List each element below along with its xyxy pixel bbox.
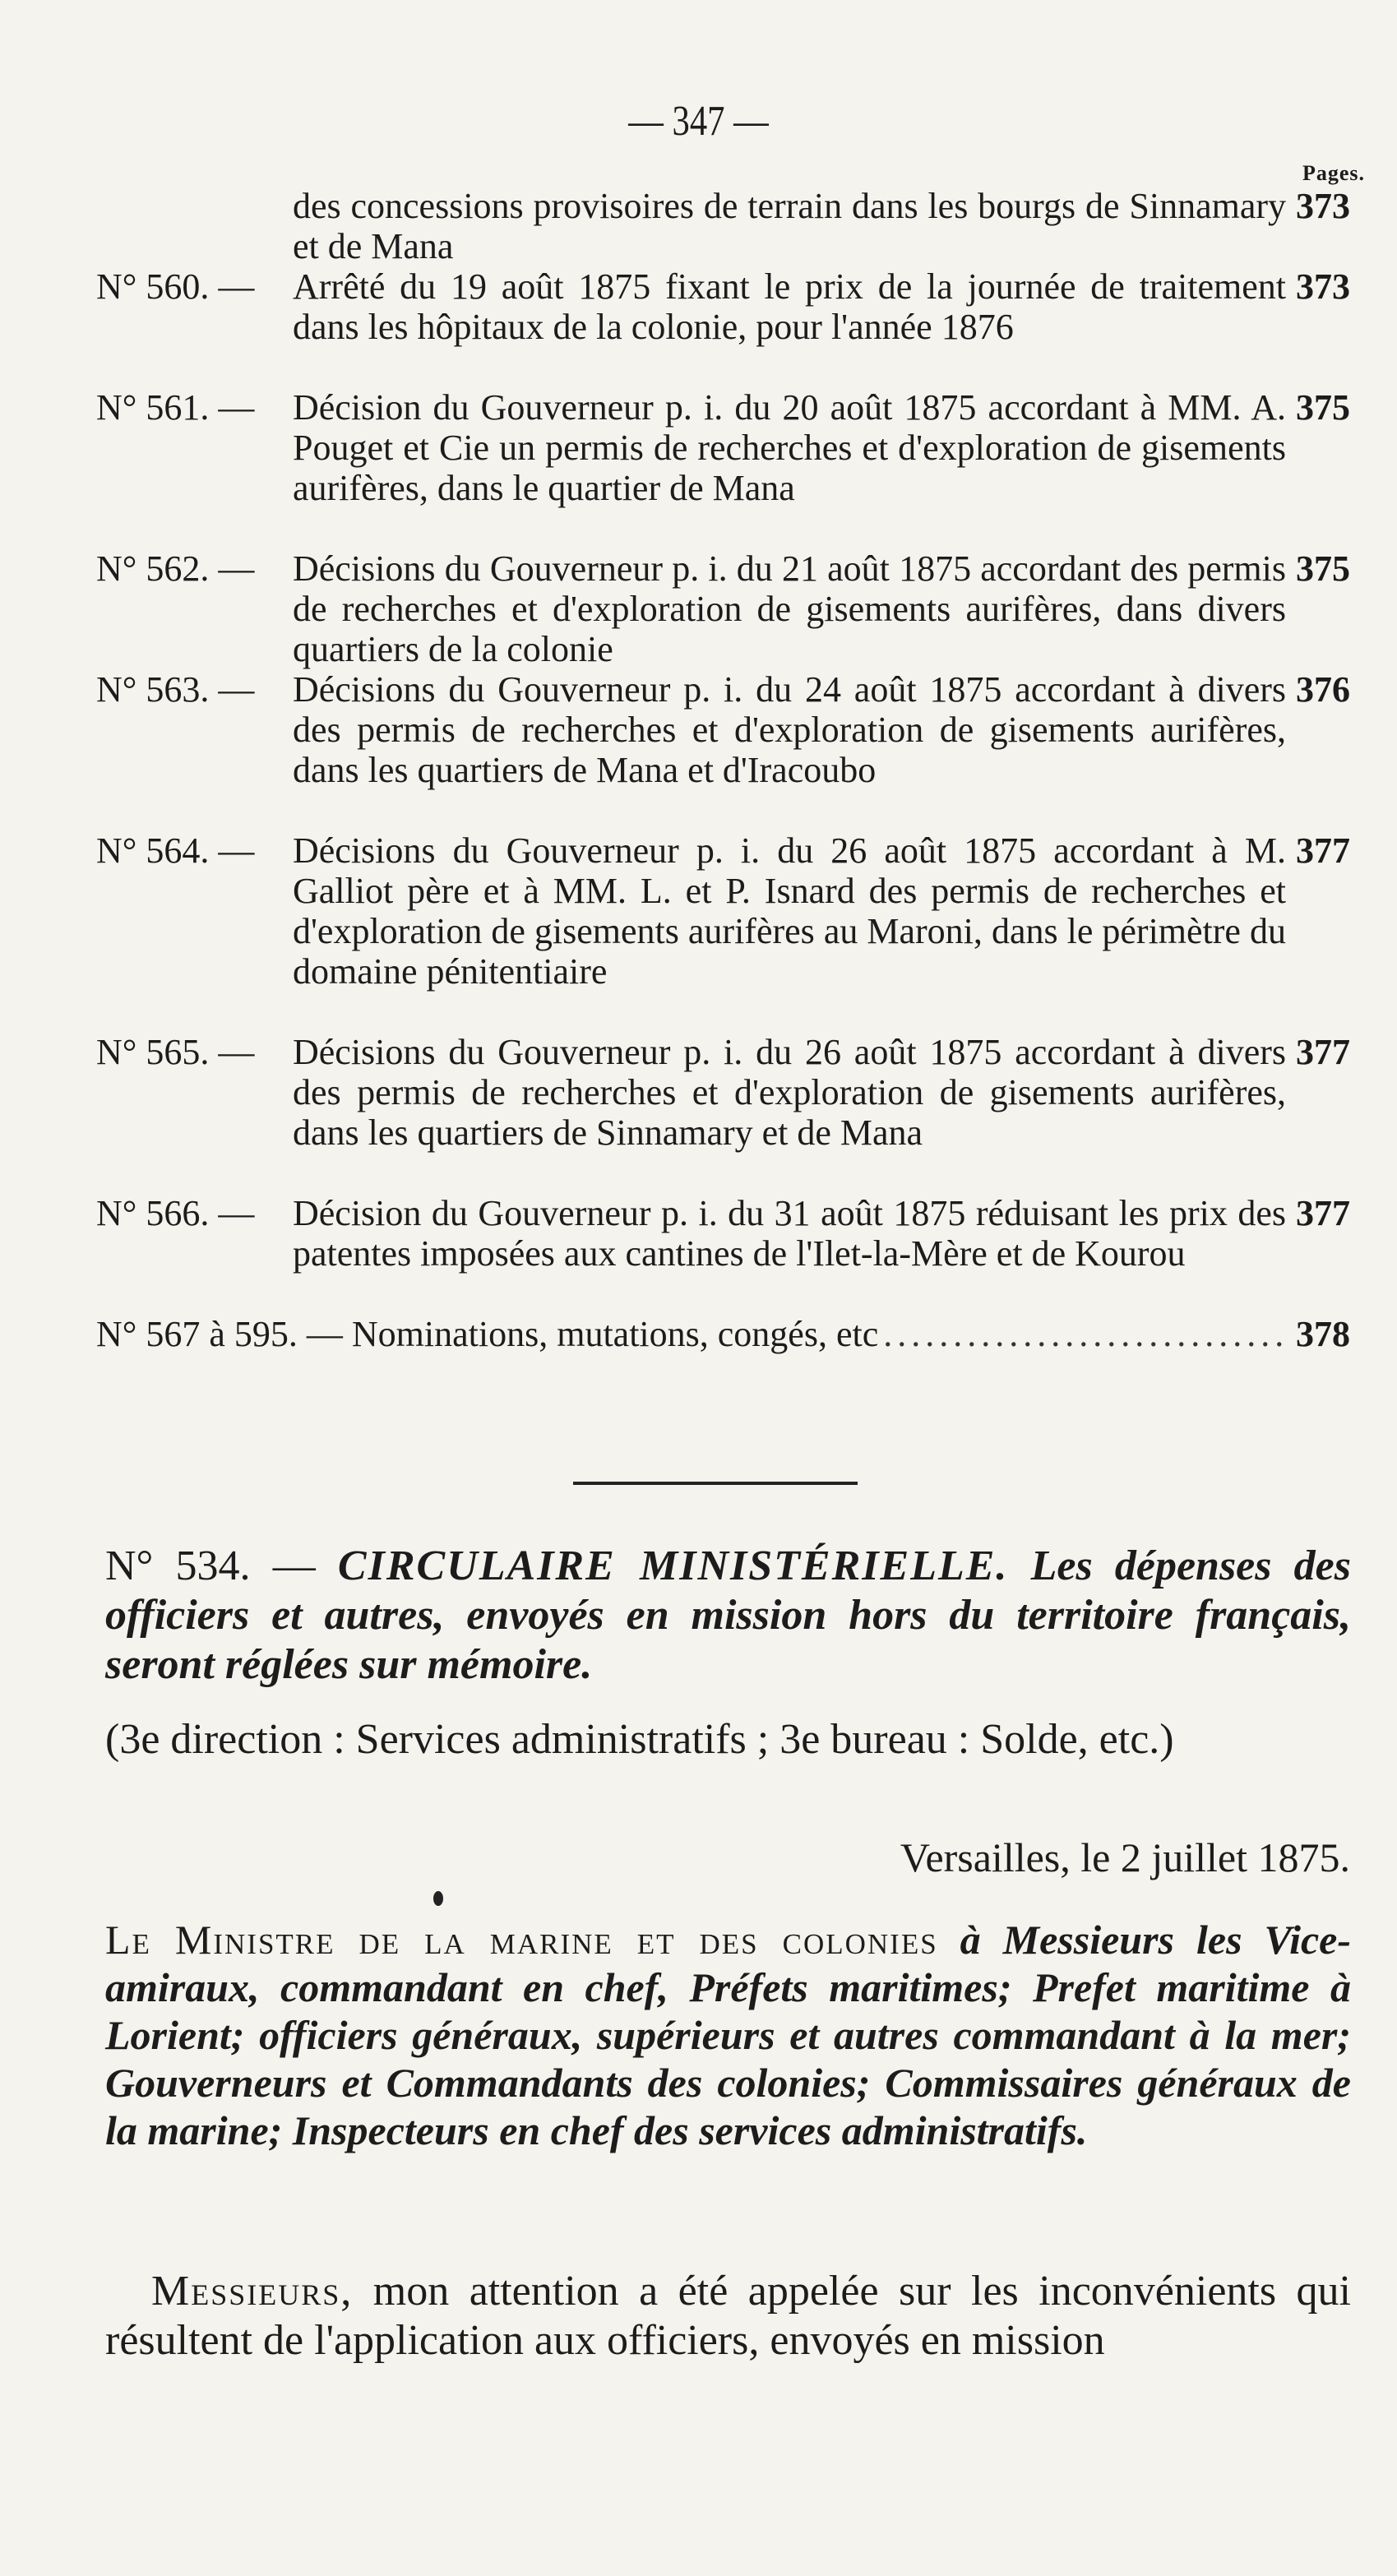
pages-column-label: Pages. bbox=[1302, 161, 1366, 185]
entry-number: N° 560. — bbox=[96, 266, 255, 307]
circular-subject: Les dépenses des officiers et autres, envoyés en mission hors du territoire français, seront réglées sur mémoire. bbox=[105, 1542, 1352, 1688]
circular-body-text: mon attention a été appelée sur les inconvénients qui résultent de l'application aux officiers, envoyés en mission bbox=[105, 2268, 1352, 2364]
entry-text: Décisions du Gouverneur p. i. du 21 août 1875 accordant des permis de recherches et d'exploration de gisements aurifères, dans divers quartiers de la colonie bbox=[293, 548, 1286, 669]
index-entry bbox=[0, 387, 1397, 548]
section-divider bbox=[573, 1482, 858, 1485]
entry-page-ref: 378 bbox=[1296, 1314, 1350, 1354]
entry-number: N° 564. — bbox=[96, 830, 255, 871]
entry-page-ref: 373 bbox=[1296, 266, 1350, 307]
entry-page-ref: 373 bbox=[1296, 186, 1350, 226]
circular-body bbox=[105, 2267, 1351, 2366]
index-entry bbox=[0, 1193, 1397, 1314]
circular-salutation: Messieurs, bbox=[151, 2268, 354, 2315]
entry-page-ref: 377 bbox=[1296, 830, 1350, 871]
circular-date: Versailles, le 2 juillet 1875. bbox=[900, 1834, 1350, 1880]
entry-number: N° 561. — bbox=[96, 387, 255, 428]
circular-address bbox=[105, 1916, 1351, 2154]
index-entry bbox=[0, 1032, 1397, 1193]
circular-number: N° 534. — bbox=[105, 1542, 316, 1589]
circular-heading bbox=[105, 1542, 1351, 1690]
entry-number: N° 566. — bbox=[96, 1193, 255, 1233]
entry-text: Décisions du Gouverneur p. i. du 26 août 1875 accordant à M. Galliot père et à MM. L. et P. Isnard des permis de recherches et d'exploration de gisements aurifères au Maroni, dans le périmètre du domaine pénitentiaire bbox=[293, 830, 1286, 992]
entry-number: N° 565. — bbox=[96, 1032, 255, 1072]
page-number: — 347 — bbox=[628, 98, 769, 145]
entry-text: Décisions du Gouverneur p. i. du 24 août 1875 accordant à divers des permis de recherches et d'exploration de gisements aurifères, dans les quartiers de Mana et d'Iracoubo bbox=[293, 669, 1286, 790]
index-entry bbox=[0, 186, 1397, 266]
index-entry bbox=[0, 548, 1397, 669]
entry-number: N° 563. — bbox=[96, 669, 255, 710]
entry-page-ref: 376 bbox=[1296, 669, 1350, 710]
entry-number: N° 562. — bbox=[96, 548, 255, 589]
entry-text: Arrêté du 19 août 1875 fixant le prix de la journée de traitement dans les hôpitaux de la colonie, pour l'année 1876 bbox=[293, 266, 1286, 347]
dot-leader bbox=[883, 1314, 1291, 1354]
circular-addressees: à Messieurs les Vice-amiraux, commandant en chef, Préfets maritimes; Prefet maritime à Lorient; officiers généraux, supérieurs et autres commandant à la mer; Gouverneurs et Commandants des colonies; Commissaires généraux de la marine; Inspecteurs en chef des services administratifs. bbox=[105, 1917, 1352, 2153]
entry-text: Décision du Gouverneur p. i. du 20 août 1875 accordant à MM. A. Pouget et Cie un permis de recherches et d'exploration de gisements aurifères, dans le quartier de Mana bbox=[293, 387, 1286, 508]
entry-page-ref: 377 bbox=[1296, 1193, 1350, 1233]
circular-title: CIRCULAIRE MINISTÉRIELLE. bbox=[337, 1542, 1009, 1589]
index-entry bbox=[0, 1314, 1397, 1363]
circular-direction: (3e direction : Services administratifs ; 3e bureau : Solde, etc.) bbox=[105, 1716, 1174, 1763]
index-entries bbox=[0, 186, 1397, 1363]
entry-text: Décisions du Gouverneur p. i. du 26 août 1875 accordant à divers des permis de recherches et d'exploration de gisements aurifères, dans les quartiers de Sinnamary et de Mana bbox=[293, 1032, 1286, 1153]
entry-page-ref: 375 bbox=[1296, 548, 1350, 589]
index-entry bbox=[0, 266, 1397, 387]
index-entry bbox=[0, 669, 1397, 830]
entry-page-ref: 377 bbox=[1296, 1032, 1350, 1072]
entry-page-ref: 375 bbox=[1296, 387, 1350, 428]
entry-text: Décision du Gouverneur p. i. du 31 août 1875 réduisant les prix des patentes imposées aux cantines de l'Ilet-la-Mère et de Kourou bbox=[293, 1193, 1286, 1274]
ink-dot bbox=[433, 1891, 443, 1906]
entry-text: N° 567 à 595. — Nominations, mutations, congés, etc bbox=[96, 1314, 879, 1354]
entry-text: des concessions provisoires de terrain dans les bourgs de Sinnamary et de Mana bbox=[293, 186, 1286, 266]
circular-sender: Le Ministre de la marine et des colonies bbox=[105, 1917, 938, 1963]
index-entry bbox=[0, 830, 1397, 1032]
